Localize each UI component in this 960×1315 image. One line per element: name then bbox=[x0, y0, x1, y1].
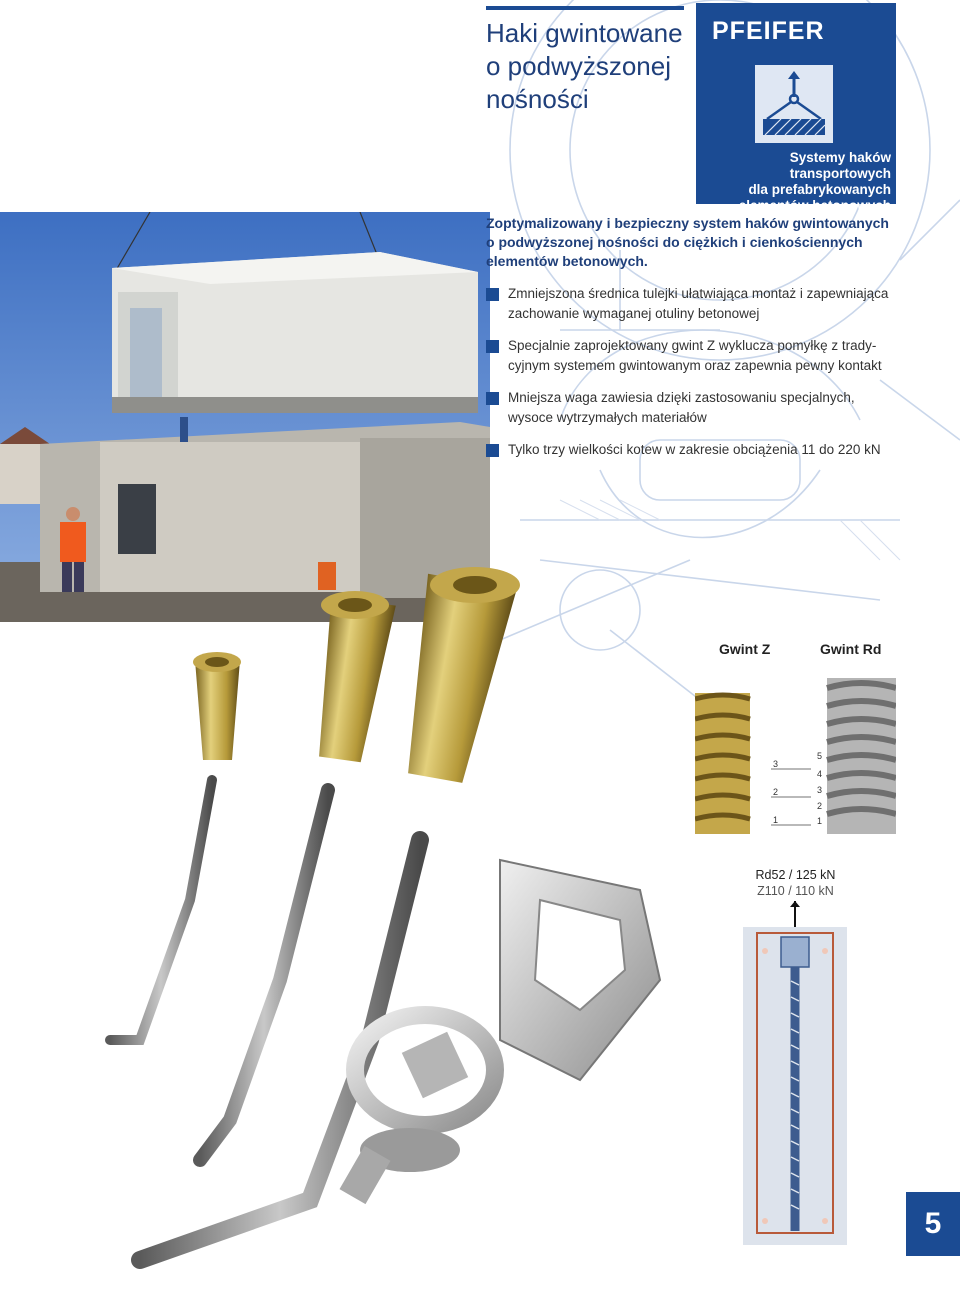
title-rule bbox=[486, 6, 684, 10]
feature-line: Specjalnie zaprojektowany gwint Z wyklucza pomyłkę z trady- bbox=[508, 338, 877, 353]
feature-item bbox=[486, 336, 896, 375]
intro-line: Zoptymalizowany i bezpieczny system haków gwintowanych bbox=[486, 215, 889, 231]
feature-line: Mniejsza waga zawiesia dzięki zastosowaniu specjalnych, bbox=[508, 390, 855, 405]
feature-line: Zmniejszona średnica tulejki ułatwiająca montaż i zapewniająca bbox=[508, 286, 889, 301]
lifting-anchor-icon bbox=[755, 65, 833, 143]
brand-subtitle bbox=[697, 150, 893, 214]
title-line: nośności bbox=[486, 84, 589, 114]
load-rating-z: Z110 / 110 kN bbox=[757, 884, 834, 898]
intro-line: o podwyższonej nośności do ciężkich i cienkościennych bbox=[486, 234, 863, 250]
intro-line: elementów betonowych. bbox=[486, 253, 648, 269]
z-mark: 1 bbox=[773, 815, 779, 825]
pfeifer-logo: PFEIFER bbox=[712, 17, 825, 45]
title-line: Haki gwintowane bbox=[486, 18, 683, 48]
rd-mark: 5 bbox=[817, 751, 823, 761]
feature-line: cyjnym systemem gwintowanym oraz zapewnia pewny kontakt bbox=[508, 357, 882, 373]
load-rating-rd: Rd52 / 125 kN bbox=[755, 868, 836, 882]
z-mark: 3 bbox=[773, 759, 779, 769]
bullet-square-icon bbox=[486, 288, 499, 301]
feature-list bbox=[486, 284, 896, 473]
thread-z-label: Gwint Z bbox=[719, 641, 771, 657]
rd-mark: 4 bbox=[817, 769, 823, 779]
bullet-square-icon bbox=[486, 340, 499, 353]
brand-subtitle-line: Systemy haków transportowych bbox=[789, 150, 891, 181]
brand-subtitle-line: dla prefabrykowanych bbox=[748, 182, 891, 197]
rd-mark: 1 bbox=[817, 816, 823, 826]
thread-comparison-panel bbox=[695, 633, 896, 834]
feature-item bbox=[486, 388, 896, 427]
page-number: 5 bbox=[906, 1192, 960, 1256]
feature-line: Tylko trzy wielkości kotew w zakresie obciążenia 11 do 220 kN bbox=[508, 442, 881, 457]
feature-line: wysoce wytrzymałych materiałów bbox=[508, 409, 707, 425]
anchor-in-concrete-drawing bbox=[695, 901, 896, 1255]
brand-subtitle-line: elementów betonowych bbox=[738, 198, 891, 213]
page-title bbox=[486, 17, 696, 116]
feature-item bbox=[486, 440, 896, 460]
title-line: o podwyższonej bbox=[486, 51, 671, 81]
bullet-square-icon bbox=[486, 392, 499, 405]
thread-rd-label: Gwint Rd bbox=[820, 641, 882, 657]
feature-line: zachowanie wymaganej otuliny betonowej bbox=[508, 305, 760, 321]
z-mark: 2 bbox=[773, 787, 779, 797]
threaded-anchors-photo bbox=[80, 560, 680, 1300]
anchor-section-panel bbox=[695, 845, 896, 1255]
rd-mark: 3 bbox=[817, 785, 823, 795]
intro-text bbox=[486, 214, 906, 271]
rd-mark: 2 bbox=[817, 801, 823, 811]
thread-profiles-drawing bbox=[695, 673, 896, 834]
bullet-square-icon bbox=[486, 444, 499, 457]
feature-item bbox=[486, 284, 896, 323]
